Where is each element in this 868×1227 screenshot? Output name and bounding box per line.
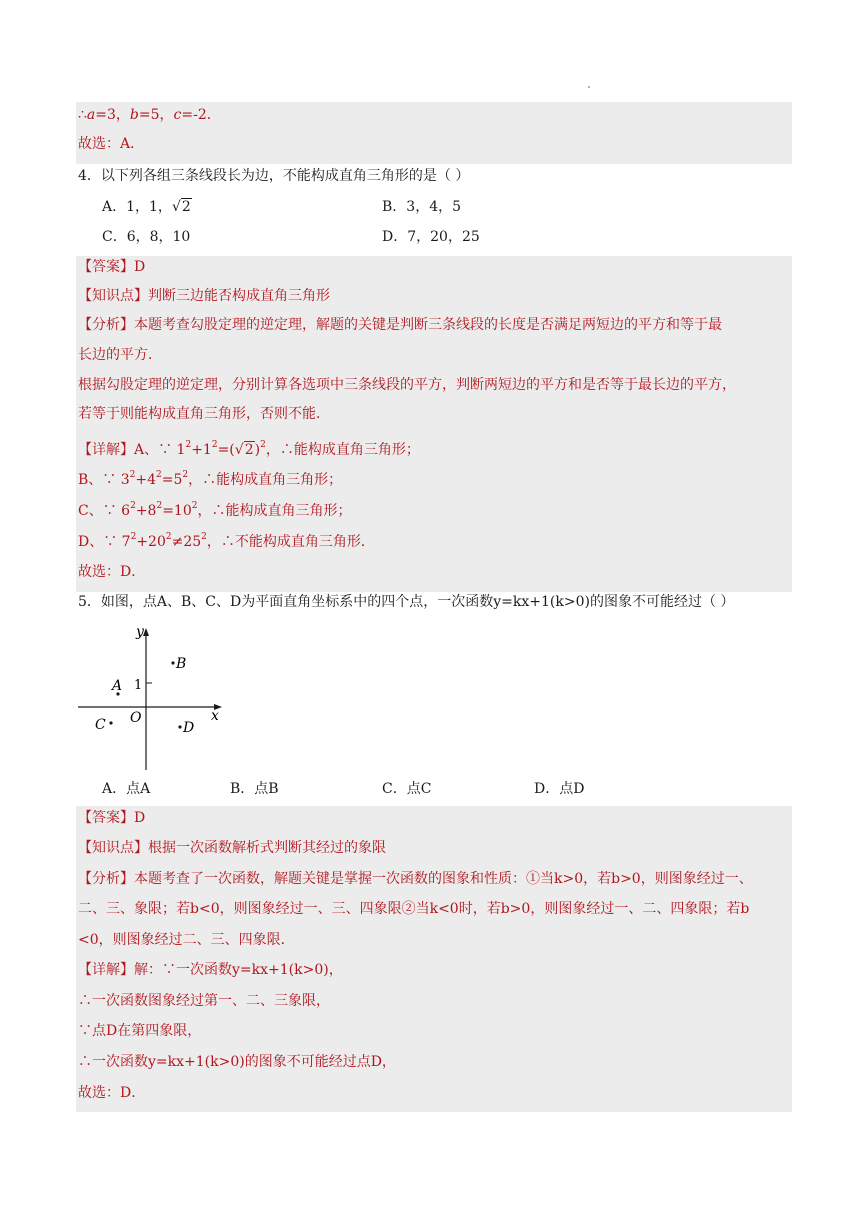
origin-label: O [130, 710, 142, 726]
point-a-label: A [112, 678, 123, 694]
q5-detail-1: 【详解】解：∵一次函数y=kx+1(k>0)， [78, 962, 343, 978]
point-b [171, 661, 174, 664]
q4-answer: 【答案】D [78, 259, 146, 275]
q4-detail-a: 【详解】A、∵ $1^2+1^2=(√2)^2$，∴能构成直角三角形； [78, 440, 420, 458]
q3-choose-line: 故选：A． [78, 136, 145, 152]
q4-analysis-1: 【分析】本题考查勾股定理的逆定理，解题的关键是判断三条线段的长度是否满足两短边的平方和等于最 [78, 317, 722, 333]
q5-analysis-3: <0，则图象经过二、三、四象限． [78, 932, 295, 948]
tick-one-label: 1 [134, 678, 143, 693]
q5-knowledge-point: 【知识点】根据一次函数解析式判断其经过的象限 [78, 840, 386, 856]
sqrt-symbol: √2 [234, 442, 254, 458]
q4-knowledge-point: 【知识点】判断三边能否构成直角三角形 [78, 288, 330, 304]
q5-analysis-1: 【分析】本题考查了一次函数，解题关键是掌握一次函数的图象和性质：①当k>0，若b>0，则图象经过一、 [78, 871, 753, 887]
q4-detail-c: C、∵ $6^2+8^2=10^2$，∴能构成直角三角形； [78, 501, 352, 519]
q4-analysis-4: 若等于则能构成直角三角形，否则不能． [78, 406, 330, 422]
q4-option-b: B．3，4，5 [382, 199, 462, 215]
q4-option-c: C．6，8，10 [102, 229, 191, 245]
point-c [109, 721, 112, 724]
point-b-label: B [176, 656, 187, 672]
q4-detail-d: D、∵ $7^2+20^2\ne 25^2$，∴不能构成直角三角形． [78, 532, 375, 550]
q4-choose: 故选：D． [78, 564, 146, 580]
q5-choose: 故选：D． [78, 1085, 146, 1101]
q5-detail-4: ∴一次函数y=kx+1(k>0)的图象不可能经过点D， [78, 1054, 396, 1070]
q4-stem: 4．以下列各组三条线段长为边，不能构成直角三角形的是（ ） [78, 168, 470, 184]
q4-option-a: A．1，1，√2 [102, 199, 191, 215]
q5-option-d: D．点D [534, 781, 585, 797]
q5-detail-2: ∴一次函数图象经过第一、二、三象限， [78, 993, 330, 1009]
q4-analysis-3: 根据勾股定理的逆定理，分别计算各选项中三条线段的平方，判断两短边的平方和是否等于最长边的平方， [78, 377, 736, 393]
q5-option-b: B．点B [230, 781, 279, 797]
point-c-label: C [95, 717, 106, 733]
x-axis-label: x [211, 708, 219, 724]
q3-result-line: ∴a=3，b=5，c=-2． [78, 107, 221, 123]
q4-option-d: D．7，20，25 [382, 229, 480, 245]
q4-detail-b: B、∵ $3^2+4^2=5^2$，∴能构成直角三角形； [78, 470, 343, 488]
q5-answer: 【答案】D [78, 810, 146, 826]
point-d-label: D [183, 720, 195, 736]
q5-stem: 5．如图，点A、B、C、D为平面直角坐标系中的四个点，一次函数y=kx+1(k>0)的图象不可能经过（ ） [78, 594, 735, 610]
q5-option-a: A．点A [102, 781, 151, 797]
q5-detail-3: ∵点D在第四象限， [78, 1023, 202, 1039]
q5-analysis-2: 二、三、象限；若b<0，则图象经过一、三、四象限②当k<0时，若b>0，则图象经过一、二、四象限；若b [78, 901, 750, 917]
point-d [178, 725, 181, 728]
coordinate-graph [76, 622, 226, 772]
q4-analysis-2: 长边的平方． [78, 347, 162, 363]
q5-option-c: C．点C [382, 781, 432, 797]
y-axis-label: y [136, 624, 144, 640]
scan-dot [588, 86, 590, 88]
sqrt-symbol: √2 [171, 199, 191, 215]
